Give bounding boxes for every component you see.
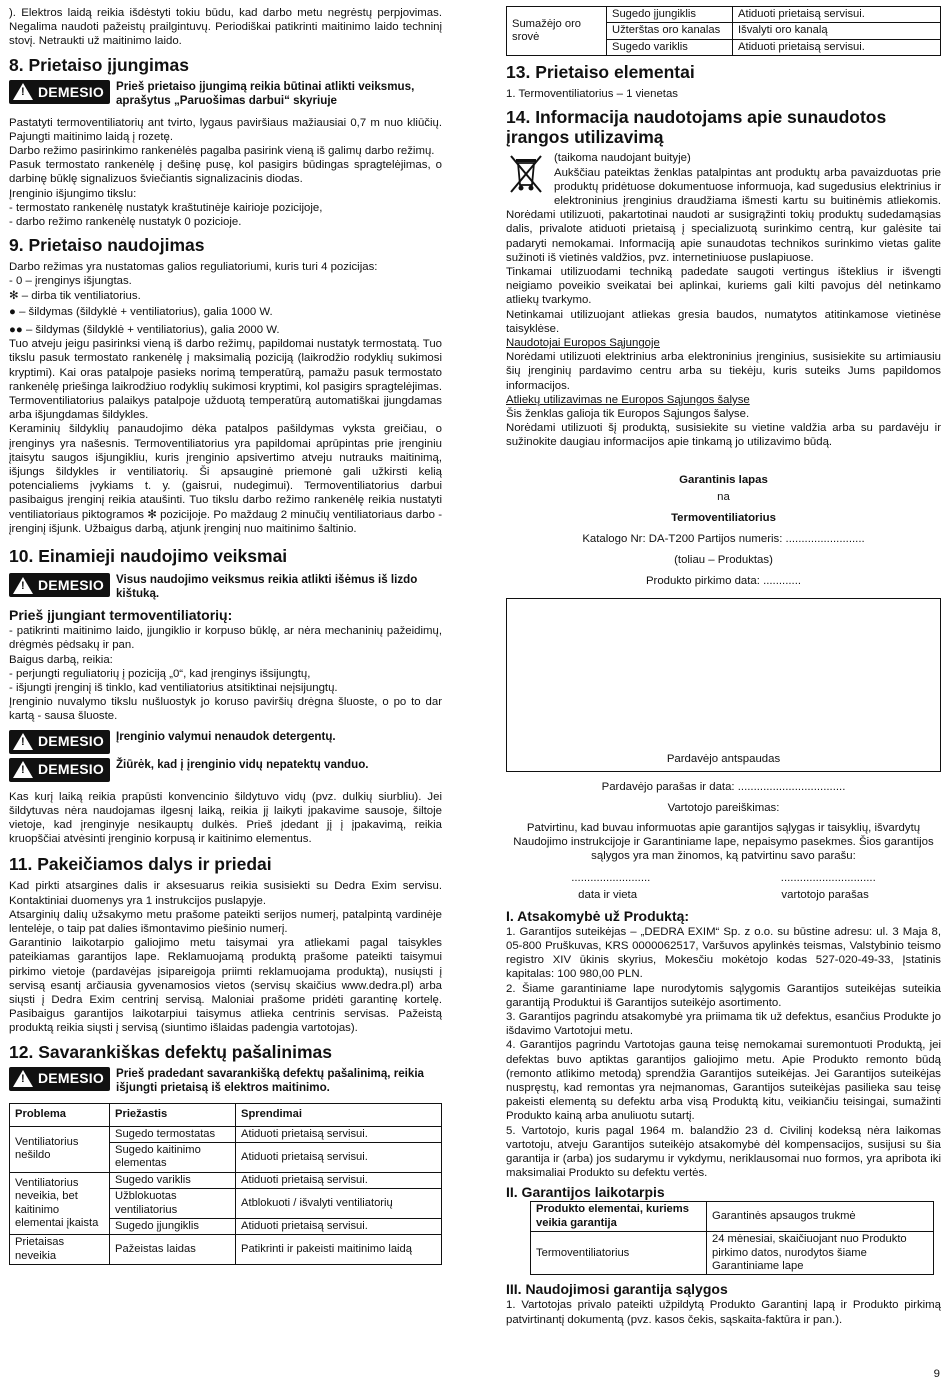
paragraph: Norėdami utilizuoti elektrinius arba elektroninius įrenginius, susisiekite su artimiausiu šių įrenginių pardavimo centru arba su tiekėju, kuris suteiks Jums papildomos informacijos. bbox=[506, 351, 941, 392]
warranty-title-na: na bbox=[717, 490, 730, 503]
section-III-title: III. Naudojimosi garantija sąlygos bbox=[506, 1281, 728, 1298]
mode-2000-line: ●● – šildymas (šildyklė + ventiliatorius), galia 2000 W. bbox=[9, 324, 280, 337]
warranty-product: Termoventiliatorius bbox=[671, 511, 776, 524]
paragraph: - patikrinti maitinimo laido, įjungiklio ir korpuso būklę, ar nėra mechaninių pažeidimų, drėgmės pėdsakų ir pan. bbox=[9, 625, 442, 652]
paragraph: Baigus darbą, reikia: bbox=[9, 653, 113, 666]
table-row bbox=[10, 1126, 442, 1142]
table-cell: Pažeistas laidas bbox=[110, 1235, 236, 1265]
warning-badge-label: DEMESIO bbox=[38, 733, 104, 750]
paragraph: Atsarginių dalių užsakymo metu prašome pateikti serijos numerį, patalpintą vardinėje lentelėje, o taip pat dalies išmontavimo piešinio numerį. bbox=[9, 908, 442, 935]
table-cell: Sugedo variklis bbox=[607, 39, 733, 55]
seller-stamp-box bbox=[506, 598, 941, 772]
signature-labels-row bbox=[506, 888, 941, 902]
paragraph: 1. Vartotojas privalo pateikti užpildytą Produkto Garantinį lapą ir Produkto pirkimą patvirtinantį dokumentą (pvz. kasos čekis, sąskaita-faktūra ir pan.). bbox=[506, 1299, 941, 1326]
signature-label: vartotojo parašas bbox=[781, 888, 869, 901]
table-cell: 24 mėnesiai, skaičiuojant nuo Produkto pirkimo datos, nurodytos šiame Garantiniame lape bbox=[707, 1232, 934, 1275]
paragraph: Įrenginio nuvalymo tikslu nušluostyk jo koruso paviršių drėgna šluoste, o po to dar kartą - sausa šluoste. bbox=[9, 696, 442, 723]
table-header: Garantinės apsaugos trukmė bbox=[707, 1202, 934, 1232]
warning-badge-label: DEMESIO bbox=[38, 576, 104, 593]
paragraph: Pasuk termostato rankenėlę į dešinę pusę, kol pasigirs būdingas spragtelėjimas, o darbinę būklę signalizuos šviečiantis signalizacinis diodas. bbox=[9, 159, 442, 186]
section-13-title: 13. Prietaiso elementai bbox=[506, 62, 695, 83]
table-cell: Užblokuotas ventiliatorius bbox=[110, 1189, 236, 1219]
mode-fan-line: ✻ – dirba tik ventiliatorius. bbox=[9, 289, 141, 302]
paragraph: - išjungti įrenginį iš tinklo, kad ventiliatorius atsitiktinai neįsijungtų. bbox=[9, 681, 338, 694]
paragraph: Darbo režimo pasirinkimo rankenėlės pagalba pasirink vieną iš galimų darbo režimų. bbox=[9, 145, 435, 158]
table-row bbox=[507, 7, 941, 23]
section-II-title: II. Garantijos laikotarpis bbox=[506, 1184, 665, 1201]
paragraph: 2. Šiame garantiniame lape nurodytomis sąlygomis Garantijos suteikėjas suteikia garantiją Produktui iš Garantijos suteikėjo asortimento. bbox=[506, 982, 941, 1009]
section-11-title: 11. Pakeičiamos dalys ir priedai bbox=[9, 854, 272, 875]
warning-triangle-icon: ! bbox=[13, 577, 33, 594]
paragraph: Keraminių šildyklių panaudojimo dėka patalpos pašildymas vyksta greičiau, o įrenginys yra našesnis. Termoventiliatorius yra papildomai aprūpintas prie įrenginiu įtaisytu saugos išjungikliu, kuris įrenginio apsivertimo atveju nutrauks maitinimą, išjungs šildykles ir ventiliatorių. Ši apsauginė priemonė gali užkirsti kelią potencialiems įvykiams t. y. (gaisrui, nudegimui). Termoventiliatorius darbui pasibaigus įrenginį reikia ataušinti. Tuo tikslu darbo režimo rankenėlę reikia nustatyti ventiliatoriaus piktogramos ✻ pozicijoje. Po maždaug 2 minučių ventiliatoriaus darbo - įrenginį išjunk. Užbaigus darbą, atjunk įrenginį nuo maitinimo šaltinio. bbox=[9, 423, 442, 535]
page-number: 9 bbox=[933, 1367, 940, 1380]
section-10-title: 10. Einamieji naudojimo veiksmai bbox=[9, 546, 288, 567]
warranty-title: Garantinis lapas bbox=[679, 473, 768, 486]
right-column bbox=[506, 6, 941, 1327]
paragraph: Kas kurį laiką reikia prapūsti konvencinio šildytuvo vidų (pvz. dulkių siurbliu). Jei šildytuvas nėra naudojamas ilgesnį laiką, reikia jį laikyti įpakavime sausoje, šiltoje vietoje, kad įrenginyje nesikauptų dulkės. Prieš įdedant jį į įpakavimą, reikia kruopščiai atvėsinti įrenginio korpusą ir kaitinimo elementus. bbox=[9, 790, 442, 846]
table-cell: Prietaisas neveikia bbox=[10, 1235, 110, 1265]
table-header-row bbox=[10, 1103, 442, 1126]
warranty-period-table bbox=[530, 1201, 934, 1275]
warning-badge bbox=[9, 573, 110, 597]
warning-badge-label: DEMESIO bbox=[38, 1070, 104, 1087]
mode-1000-line: ● – šildymas (šildyklė + ventiliatorius), galia 1000 W. bbox=[9, 305, 273, 318]
paragraph: 5. Vartotojo, kuris pagal 1964 m. balandžio 23 d. Civilinį kodeksą nėra laikomas vartotoju, atveju Garantijos suteikėjo atsakomybė dėl kompensacijos, susijusi su šia garantija ir (arba) jos sudarymu ir vykdymu, neriklausomai nuo formos, yra apribota iki maksimaliai Produkto su defektu vertės. bbox=[506, 1124, 941, 1180]
statement-text: Patvirtinu, kad buvau informuotas apie garantijos sąlygas ir taisyklių, išvardytų Naudojimo instrukcijoje ir Garantiniame lape, nepaisymo pasekmes. Šios garantijos sąlygos yra man žinomos, ką patvirtinu savo parašu: bbox=[513, 821, 934, 863]
dots: ......................... bbox=[571, 872, 651, 885]
table-cell: Sugedo variklis bbox=[110, 1172, 236, 1188]
warning-block bbox=[9, 1067, 442, 1095]
paragraph: Tinkamai utilizuodami techniką padedate saugoti vertingus išteklius ir išvengti neigiamo poveikio sveikatai bei aplinkai, kuriems gali kilti pavojus dėl netinkamo atliekų tvarkymo. bbox=[506, 266, 941, 307]
table-row bbox=[531, 1202, 934, 1232]
table-header: Priežastis bbox=[110, 1103, 236, 1126]
paragraph: Tuo atveju jeigu pasirinksi vieną iš darbo režimų, papildomai nustatyk termostatą. Tuo tikslu pasuk termostato rankenėlę į maksimalią poziciją (laikrodžio rodyklių sukimosi kryptimi). Kai oras patalpoje pasieks norimą temperatūrą, pamažu pasuk termostato rankenėlę priešinga laikrodžiuo rodyklių sukimosi kryptimi, kol pasigirs spragtelėjimas. Termoventiliatorius palaikys patalpoje užduotą temperatūrą automatiškai įjungdamas arba išjungdamas šildykles. bbox=[9, 338, 442, 422]
paragraph: Norėdami utilizuoti šį produktą, susisiekite su vietine valdžia arba su pardavėju ir sužinokite daugiau informacijos apie tinkamą jo utilizavimo būdą. bbox=[506, 422, 941, 449]
warning-text: Prieš pradedant savarankišką defektų pašalinimą, reikia išjungti prietaisą iš elektros maitinimo. bbox=[115, 1066, 425, 1094]
dots: .............................. bbox=[780, 872, 876, 885]
warning-badge bbox=[9, 1067, 110, 1091]
section-14-title: 14. Informacija naudotojams apie sunaudotos įrangos utilizavimą bbox=[506, 107, 887, 148]
table-cell: Patikrinti ir pakeisti maitinimo laidą bbox=[236, 1235, 442, 1265]
warning-text: Prieš prietaiso įjungimą reikia būtinai atlikti veiksmus, aprašytus „Paruošimas darbui“ skyriuje bbox=[115, 79, 415, 107]
signature-dots-row bbox=[506, 871, 941, 885]
warranty-catalog: Katalogo Nr: DA-T200 Partijos numeris: ......................... bbox=[582, 532, 865, 545]
statement-title: Vartotojo pareiškimas: bbox=[667, 801, 780, 814]
table-cell: Atiduoti prietaisą servisui. bbox=[733, 39, 941, 55]
table-header: Problema bbox=[10, 1103, 110, 1126]
warning-triangle-icon: ! bbox=[13, 761, 33, 778]
paragraph: Naudotojai Europos Sąjungoje bbox=[506, 337, 660, 350]
warning-badge bbox=[9, 80, 110, 104]
warning-block bbox=[9, 730, 442, 754]
table-cell: Atiduoti prietaisą servisui. bbox=[236, 1126, 442, 1142]
paragraph: Darbo režimas yra nustatomas galios reguliatoriumi, kuris turi 4 pozicijas: bbox=[9, 261, 378, 274]
paragraph: (taikoma naudojant buityje) bbox=[554, 152, 691, 165]
paragraph: Netinkamai utilizuojant atliekas gresia baudos, numatytos atitinkamose vietinėse taisyklėse. bbox=[506, 308, 941, 335]
place-label: data ir vieta bbox=[578, 888, 638, 901]
paragraph: - 0 – įrenginys išjungtas. bbox=[9, 275, 132, 288]
two-dots-icon: ●● bbox=[9, 324, 23, 337]
table-cell: Atiduoti prietaisą servisui. bbox=[733, 7, 941, 23]
paragraph: Pastatyti termoventiliatorių ant tvirto, lygaus paviršiaus mažiausiai 0,7 m nuo kliūčių. Pajungti maitinimo laidą į rozetę. bbox=[9, 116, 442, 143]
paragraph: - darbo režimo rankenėlę nustatyk 0 pozicioje. bbox=[9, 216, 242, 229]
table-row bbox=[531, 1232, 934, 1275]
table-cell: Atiduoti prietaisą servisui. bbox=[236, 1219, 442, 1235]
warning-block bbox=[9, 758, 442, 782]
stamp-label: Pardavėjo antspaudas bbox=[666, 753, 781, 766]
table-cell: Ventiliatorius neveikia, bet kaitinimo elementai įkaista bbox=[10, 1172, 110, 1235]
paragraph: 4. Garantijos pagrindu Vartotojas gauna teisę nemokamai suremontuoti Produktą, jei defektas buvo aptiktas garantijos galiojimo metu. Apie Produkto remonto būdą (remonto atlikimo metodą) sprendžia Garantijos suteikėjas. Jei Garantijos suteikėjas nuspręstų, kad remontas yra neįmanomas, Garantijos suteikėjas pasilieka sau teisę pakeisti elementą su defektu arba visą Produktą kitu, veikiančiu teisingai, sumažinti Produkto kainą arba anuliuotu sutartį. bbox=[506, 1039, 941, 1123]
paragraph: 1. Termoventiliatorius – 1 vienetas bbox=[506, 88, 679, 101]
warning-text: Įrenginio valymui nenaudok detergentų. bbox=[115, 729, 336, 743]
table-cell: Išvalyti oro kanalą bbox=[733, 23, 941, 39]
warning-badge-label: DEMESIO bbox=[38, 761, 104, 778]
paragraph: - termostato rankenėlę nustatyk kraštutinėje kairioje pozicijoje, bbox=[9, 201, 323, 214]
table-cell: Atiduoti prietaisą servisui. bbox=[236, 1142, 442, 1172]
weee-block bbox=[506, 151, 941, 265]
paragraph: Kad pirkti atsargines dalis ir aksesuarus reikia susisiekti su Dedra Exim servisu. Kontaktiniai duomenys yra 1 instrukcijos puslapyje. bbox=[9, 880, 442, 907]
left-column bbox=[9, 6, 442, 1265]
section-9-title: 9. Prietaiso naudojimas bbox=[9, 235, 205, 256]
section-12-title: 12. Savarankiškas defektų pašalinimas bbox=[9, 1041, 332, 1062]
paragraph: Atliekų utilizavimas ne Europos Sąjungos šalyse bbox=[506, 393, 750, 406]
warning-badge bbox=[9, 730, 110, 754]
one-dot-icon: ● bbox=[9, 305, 16, 318]
warning-block bbox=[9, 80, 442, 108]
table-cell: Sumažėjo oro srovė bbox=[507, 7, 607, 56]
table-header: Sprendimai bbox=[236, 1103, 442, 1126]
paragraph: 3. Garantijos pagrindu atsakomybė yra priimama tik už defektus, esančius Produkte jo išdavimo Vartotojui metu. bbox=[506, 1010, 941, 1038]
paragraph: 1. Garantijos suteikėjas – „DEDRA EXIM“ Sp. z o.o. su būstine adresu: ul. 3 Maja 8, 05-800 Pruškuvas, KRS 0000062517, Varšuvos apylinkės teismas, Valstybinio teismo registro XIV ūkinis skyrius, Mokesčiu mokėtojo kodas 527-020-49-33, Įstatinis kapitalas: 100 980,00 PLN. bbox=[506, 925, 941, 981]
troubleshooting-table bbox=[9, 1103, 442, 1266]
table-cell: Termoventiliatorius bbox=[531, 1232, 707, 1275]
table-cell: Sugedo termostatas bbox=[110, 1126, 236, 1142]
table-cell: Sugedo kaitinimo elementas bbox=[110, 1142, 236, 1172]
troubleshooting-table-continued bbox=[506, 6, 941, 56]
table-cell: Sugedo įjungiklis bbox=[607, 7, 733, 23]
table-cell: Atblokuoti / išvalyti ventiliatorių bbox=[236, 1189, 442, 1219]
crossed-bin-icon bbox=[506, 151, 546, 197]
warning-badge bbox=[9, 758, 110, 782]
table-cell: Atiduoti prietaisą servisui. bbox=[236, 1172, 442, 1188]
table-cell: Sugedo įjungiklis bbox=[110, 1219, 236, 1235]
fan-icon: ✻ bbox=[9, 289, 19, 302]
section-8-title: 8. Prietaiso įjungimas bbox=[9, 54, 189, 75]
warning-text: Visus naudojimo veiksmus reikia atlikti išėmus iš lizdo kištuką. bbox=[115, 573, 418, 601]
warranty-toliau: (toliau – Produktas) bbox=[674, 553, 773, 566]
subheading: Prieš įjungiant termoventiliatorių: bbox=[9, 607, 233, 624]
warning-triangle-icon: ! bbox=[13, 83, 33, 100]
warning-text: Žiūrėk, kad į įrenginio vidų nepatektų vanduo. bbox=[115, 757, 369, 771]
table-row bbox=[10, 1172, 442, 1188]
warning-triangle-icon: ! bbox=[13, 733, 33, 750]
table-header: Produkto elementai, kuriems veikia garantija bbox=[531, 1202, 707, 1232]
table-cell: Užterštas oro kanalas bbox=[607, 23, 733, 39]
warning-triangle-icon: ! bbox=[13, 1070, 33, 1087]
paragraph: - perjungti reguliatorių į poziciją „0“, kad įrenginys išsijungtų, bbox=[9, 667, 311, 680]
warning-badge-label: DEMESIO bbox=[38, 83, 104, 100]
table-cell: Ventiliatorius nešildo bbox=[10, 1126, 110, 1172]
paragraph: Šis ženklas galioja tik Europos Sąjungos šalyse. bbox=[506, 408, 750, 421]
intro-text: ). Elektros laidą reikia išdėstyti tokiu būdu, kad darbo metu negrėstų perpjovimas. Negalima naudoti pažeistų prailgintuvų. Periodiškai patikrinti maitinimo laido techninį stovį. Netraukti už maitinimo laido. bbox=[9, 7, 442, 48]
warning-block bbox=[9, 573, 442, 601]
section-I-title: I. Atsakomybė už Produktą: bbox=[506, 907, 690, 924]
paragraph: Įrenginio išjungimo tikslu: bbox=[9, 187, 137, 200]
table-row bbox=[10, 1235, 442, 1265]
fan-icon: ✻ bbox=[147, 508, 157, 521]
paragraph: Garantinio laikotarpio galiojimo metu taisymai yra atliekami pagal taisykles pateikiamas garantijos lape. Reklamuojamą produktą prašome pateikti taisymui pirkimo vietoje (pardavėjas įsipareigoja priimti reklamuojama produktą), nusiųsti į servisą esantį arčiausia gyvenamosios vietos (servisų skaičius www.dedra.pl) arba siųsti į Dedra Exim centrinį servisą. Maloniai prašome pridėti garantinę kortelę. Pasibaigus garantijos laikotarpiui taisymus atlieka centrinis servisas. Pažeistą produktą reikia siųsti į servisą (siuntimo išlaidas padengia vartotojas). bbox=[9, 937, 442, 1035]
seller-signature: Pardavėjo parašas ir data: .................................. bbox=[601, 780, 846, 793]
paragraph: Aukščiau pateiktas ženklas patalpintas ant produktų arba pavaizduotas prie produktų pridėtuose dokumentuose informuoja, kad sugedusius elektrinius ir elektroninius įrenginius draudžiama išmesti kartu su buitinėmis atliekomis. Norėdami utilizuoti, pakartotinai naudoti ar susigrąžinti tokių produktų sudedamąsias dalis, privalote atiduoti prietaisą į specializuotą surinkimo centrą, kur galėsite tai padaryti nemokamai. Informaciją apie sunaudotas technikos surinkimo vietas galite sužinoti iš vietinės valdžios, pvz. internetiniuose puslapiuose. bbox=[506, 166, 941, 264]
warranty-date: Produkto pirkimo data: ............ bbox=[645, 574, 802, 587]
